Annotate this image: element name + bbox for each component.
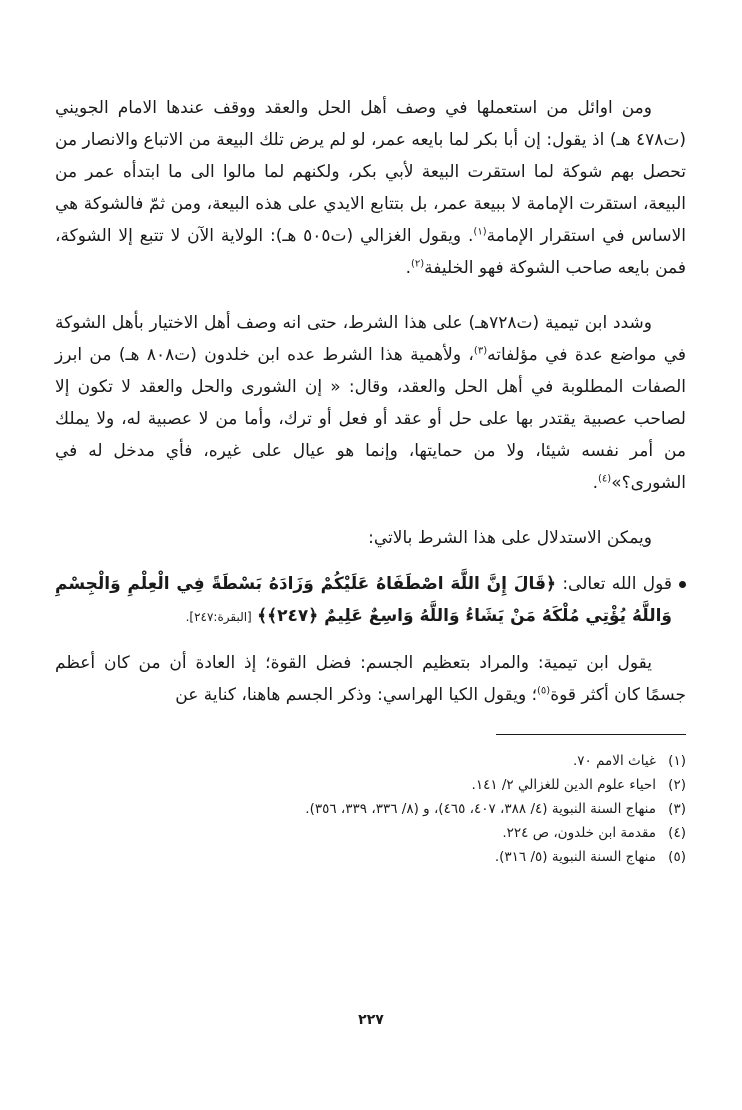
footnote-text: مقدمة ابن خلدون، ص ٢٢٤. (502, 825, 656, 841)
footnote-5 (55, 845, 686, 869)
paragraph-2-end: . (592, 473, 599, 493)
footnote-ref-1[interactable]: (١) (473, 226, 487, 238)
footnote-3 (55, 797, 686, 821)
footnote-2 (55, 773, 686, 797)
footnote-1 (55, 749, 686, 773)
paragraph-2-text: وشدد ابن تيمية (ت٧٢٨هـ) على هذا الشرط، حتى انه وصف أهل الاختيار بأهل الشوكة في مواضع عدة في مؤلفاته (55, 313, 686, 365)
verse-intro: قول الله تعالى: (556, 574, 673, 594)
verse-citation: [البقرة:٢٤٧]. (185, 610, 252, 624)
footnote-number: (٥) (668, 849, 686, 865)
paragraph-2 (55, 307, 686, 499)
paragraph-4-text-cont: ؛ ويقول الكيا الهراسي: وذكر الجسم هاهنا، كناية عن (175, 685, 538, 705)
page-number: ٢٢٧ (358, 1012, 384, 1028)
paragraph-3-text: ويمكن الاستدلال على هذا الشرط بالاتي: (368, 528, 652, 548)
footnote-text: احياء علوم الدين للغزالي ٢/ ١٤١. (471, 777, 656, 793)
footnote-number: (٣) (668, 801, 686, 817)
footnote-divider (496, 734, 686, 735)
paragraph-4 (55, 647, 686, 711)
footnote-text: منهاج السنة النبوية (٥/ ٣١٦). (494, 849, 656, 865)
paragraph-2-text-cont: ، ولأهمية هذا الشرط عده ابن خلدون (ت٨٠٨ هـ) من ابرز الصفات المطلوبة في أهل الحل والعقد، وقال: « إن الشورى والحل والعقد لا تكون إلا لصاحب عصبية يقتدر بها على حل أو عقد أو فعل أو ترك، وأما من لا عصبية له، ولا يملك من أمر نفسه شيئا، ولا من حمايتها، وإنما هو عيال على غيره، فأي مدخل له في الشورى؟» (55, 345, 686, 493)
footnote-ref-3[interactable]: (٣) (473, 345, 488, 357)
bullet-icon (679, 581, 686, 588)
footnote-text: منهاج السنة النبوية (٤/ ٣٨٨، ٤٠٧، ٤٦٥)، و (٨/ ٣٣٦، ٣٣٩، ٣٥٦). (305, 801, 656, 817)
paragraph-1-text-cont: . ويقول الغزالي (ت٥٠٥ هـ): الولاية الآن لا تتبع إلا الشوكة، فمن بايعه صاحب الشوكة فهو الخليفة (55, 226, 686, 278)
paragraph-4-text: يقول ابن تيمية: والمراد بتعظيم الجسم: فضل القوة؛ إذ العادة أن من كان أعظم جسمًا كان أكثر قوة (55, 653, 686, 705)
paragraph-1-text: ومن اوائل من استعملها في وصف أهل الحل والعقد ووقف عندها الامام الجويني (ت٤٧٨ هـ) اذ يقول: إن أبا بكر لما بايعه عمر، لو لم يرض تلك البيعة من الاتباع والانصار من تحصل بهم شوكة لما استقرت البيعة لأبي بكر، ولكنهم لما مالوا الى ما ابتدأه عمر من البيعة، استقرت الإمامة لا ببيعة عمر، بل بتتابع الايدي على هذه البيعة، ومن ثمّ فالشوكة هي الاساس في استقرار الإمامة (55, 98, 686, 246)
paragraph-1 (55, 92, 686, 284)
verse-bullet-item (55, 568, 686, 633)
footnotes (55, 749, 686, 869)
footnote-ref-2[interactable]: (٢) (410, 258, 425, 270)
footnote-number: (٢) (668, 777, 686, 793)
paragraph-1-end: . (405, 258, 411, 278)
footnote-ref-5[interactable]: (٥) (537, 685, 551, 697)
footnote-4 (55, 821, 686, 845)
footnote-number: (١) (668, 753, 686, 769)
footnote-ref-4[interactable]: (٤) (598, 473, 612, 485)
footnote-number: (٤) (668, 825, 686, 841)
footnote-text: غياث الامم ٧٠. (572, 753, 656, 769)
paragraph-3 (55, 522, 686, 554)
body-text (55, 92, 686, 711)
quran-verse: ﴿قَالَ إِنَّ اللَّهَ اصْطَفَاهُ عَلَيْكُمْ وَزَادَهُ بَسْطَةً فِي الْعِلْمِ وَالْجِسْمِ وَاللَّهُ يُؤْتِي مُلْكَهُ مَنْ يَشَاءُ وَاللَّهُ وَاسِعٌ عَلِيمٌ ﴿٢٤٧﴾﴾ (55, 574, 672, 626)
